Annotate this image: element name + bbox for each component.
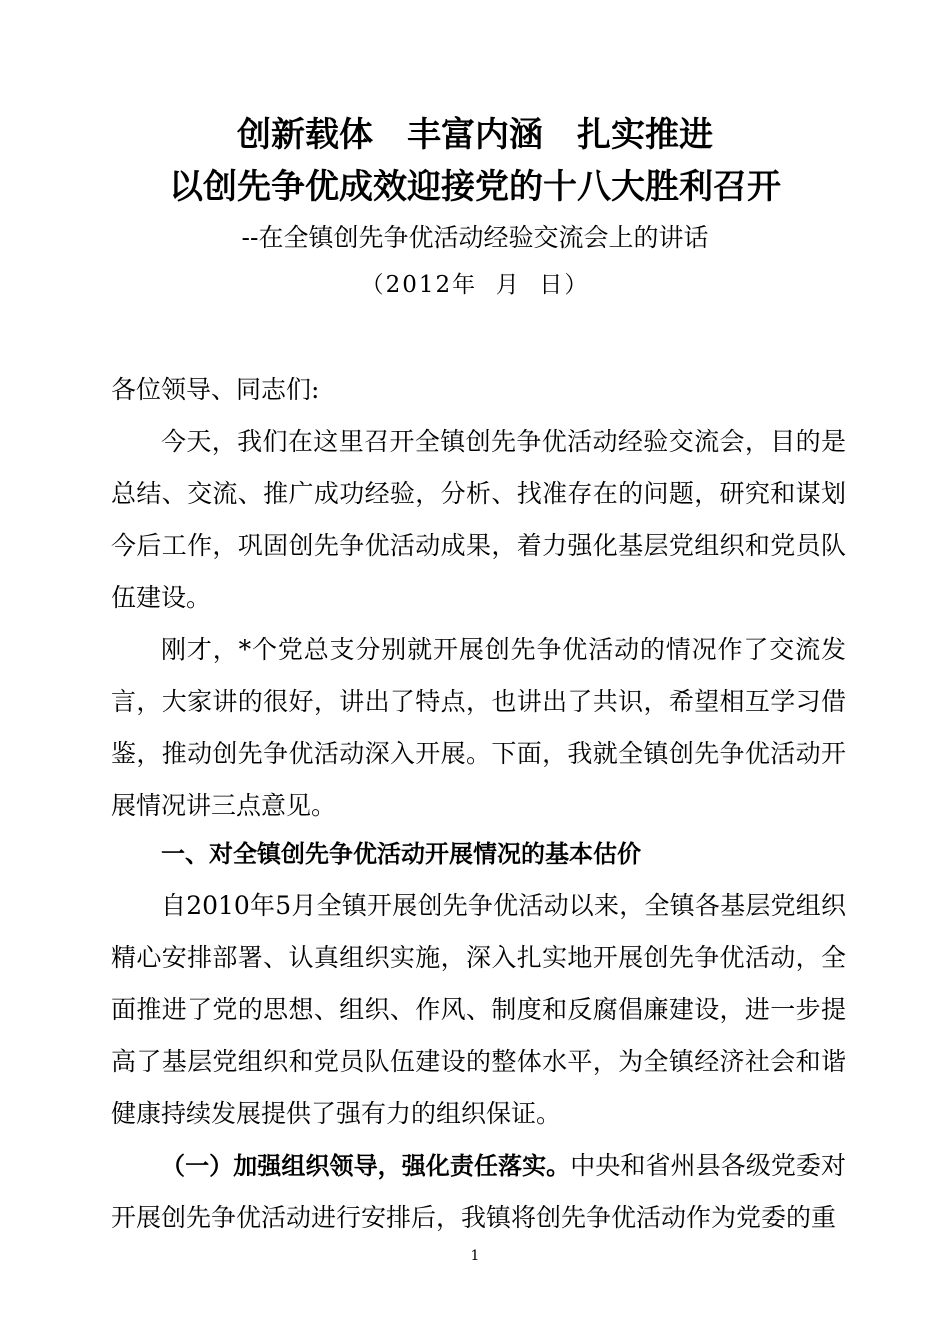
salutation (111, 364, 846, 416)
document-title-line-1: 创新载体 丰富内涵 扎实推进 (237, 115, 713, 155)
paragraph-4-rest: 中央和省州县各级党委对开展创先争优活动进行安排后，我镇将创先争优活动作为党委的重 (111, 1151, 846, 1232)
paragraph-4 (111, 1140, 846, 1244)
section-heading-1 (111, 828, 846, 880)
paragraph-3 (111, 880, 846, 1140)
section-heading-1-text: 一、对全镇创先争优活动开展情况的基本估价 (161, 840, 641, 868)
paragraph-3-text: 自2010年5月全镇开展创先争优活动以来，全镇各基层党组织精心安排部署、认真组织实施，深入扎实地开展创先争优活动，全面推进了党的思想、组织、作风、制度和反腐倡廉建设，进一步提高了基层党组织和党员队伍建设的整体水平，为全镇经济社会和谐健康持续发展提供了强有力的组织保证。 (111, 891, 846, 1128)
paragraph-1 (111, 416, 846, 624)
speech-date: （2012年 月 日） (360, 272, 590, 298)
document-subtitle: --在全镇创先争优活动经验交流会上的讲话 (241, 223, 709, 252)
document-title-line-2: 以创先争优成效迎接党的十八大胜利召开 (169, 167, 781, 207)
paragraph-4-lead: （一）加强组织领导，强化责任落实。 (161, 1152, 571, 1180)
paragraph-4-text (111, 1140, 846, 1244)
salutation-text: 各位领导、同志们: (111, 375, 320, 404)
paragraph-1-text: 今天，我们在这里召开全镇创先争优活动经验交流会，目的是总结、交流、推广成功经验，分析、找准存在的问题，研究和谋划今后工作，巩固创先争优活动成果，着力强化基层党组织和党员队伍建设。 (111, 427, 846, 612)
paragraph-2-text: 刚才，*个党总支分别就开展创先争优活动的情况作了交流发言，大家讲的很好，讲出了特点，也讲出了共识，希望相互学习借鉴，推动创先争优活动深入开展。下面，我就全镇创先争优活动开展情况讲三点意见。 (111, 635, 846, 820)
paragraph-2 (111, 624, 846, 832)
page-number: 1 (470, 1248, 480, 1264)
